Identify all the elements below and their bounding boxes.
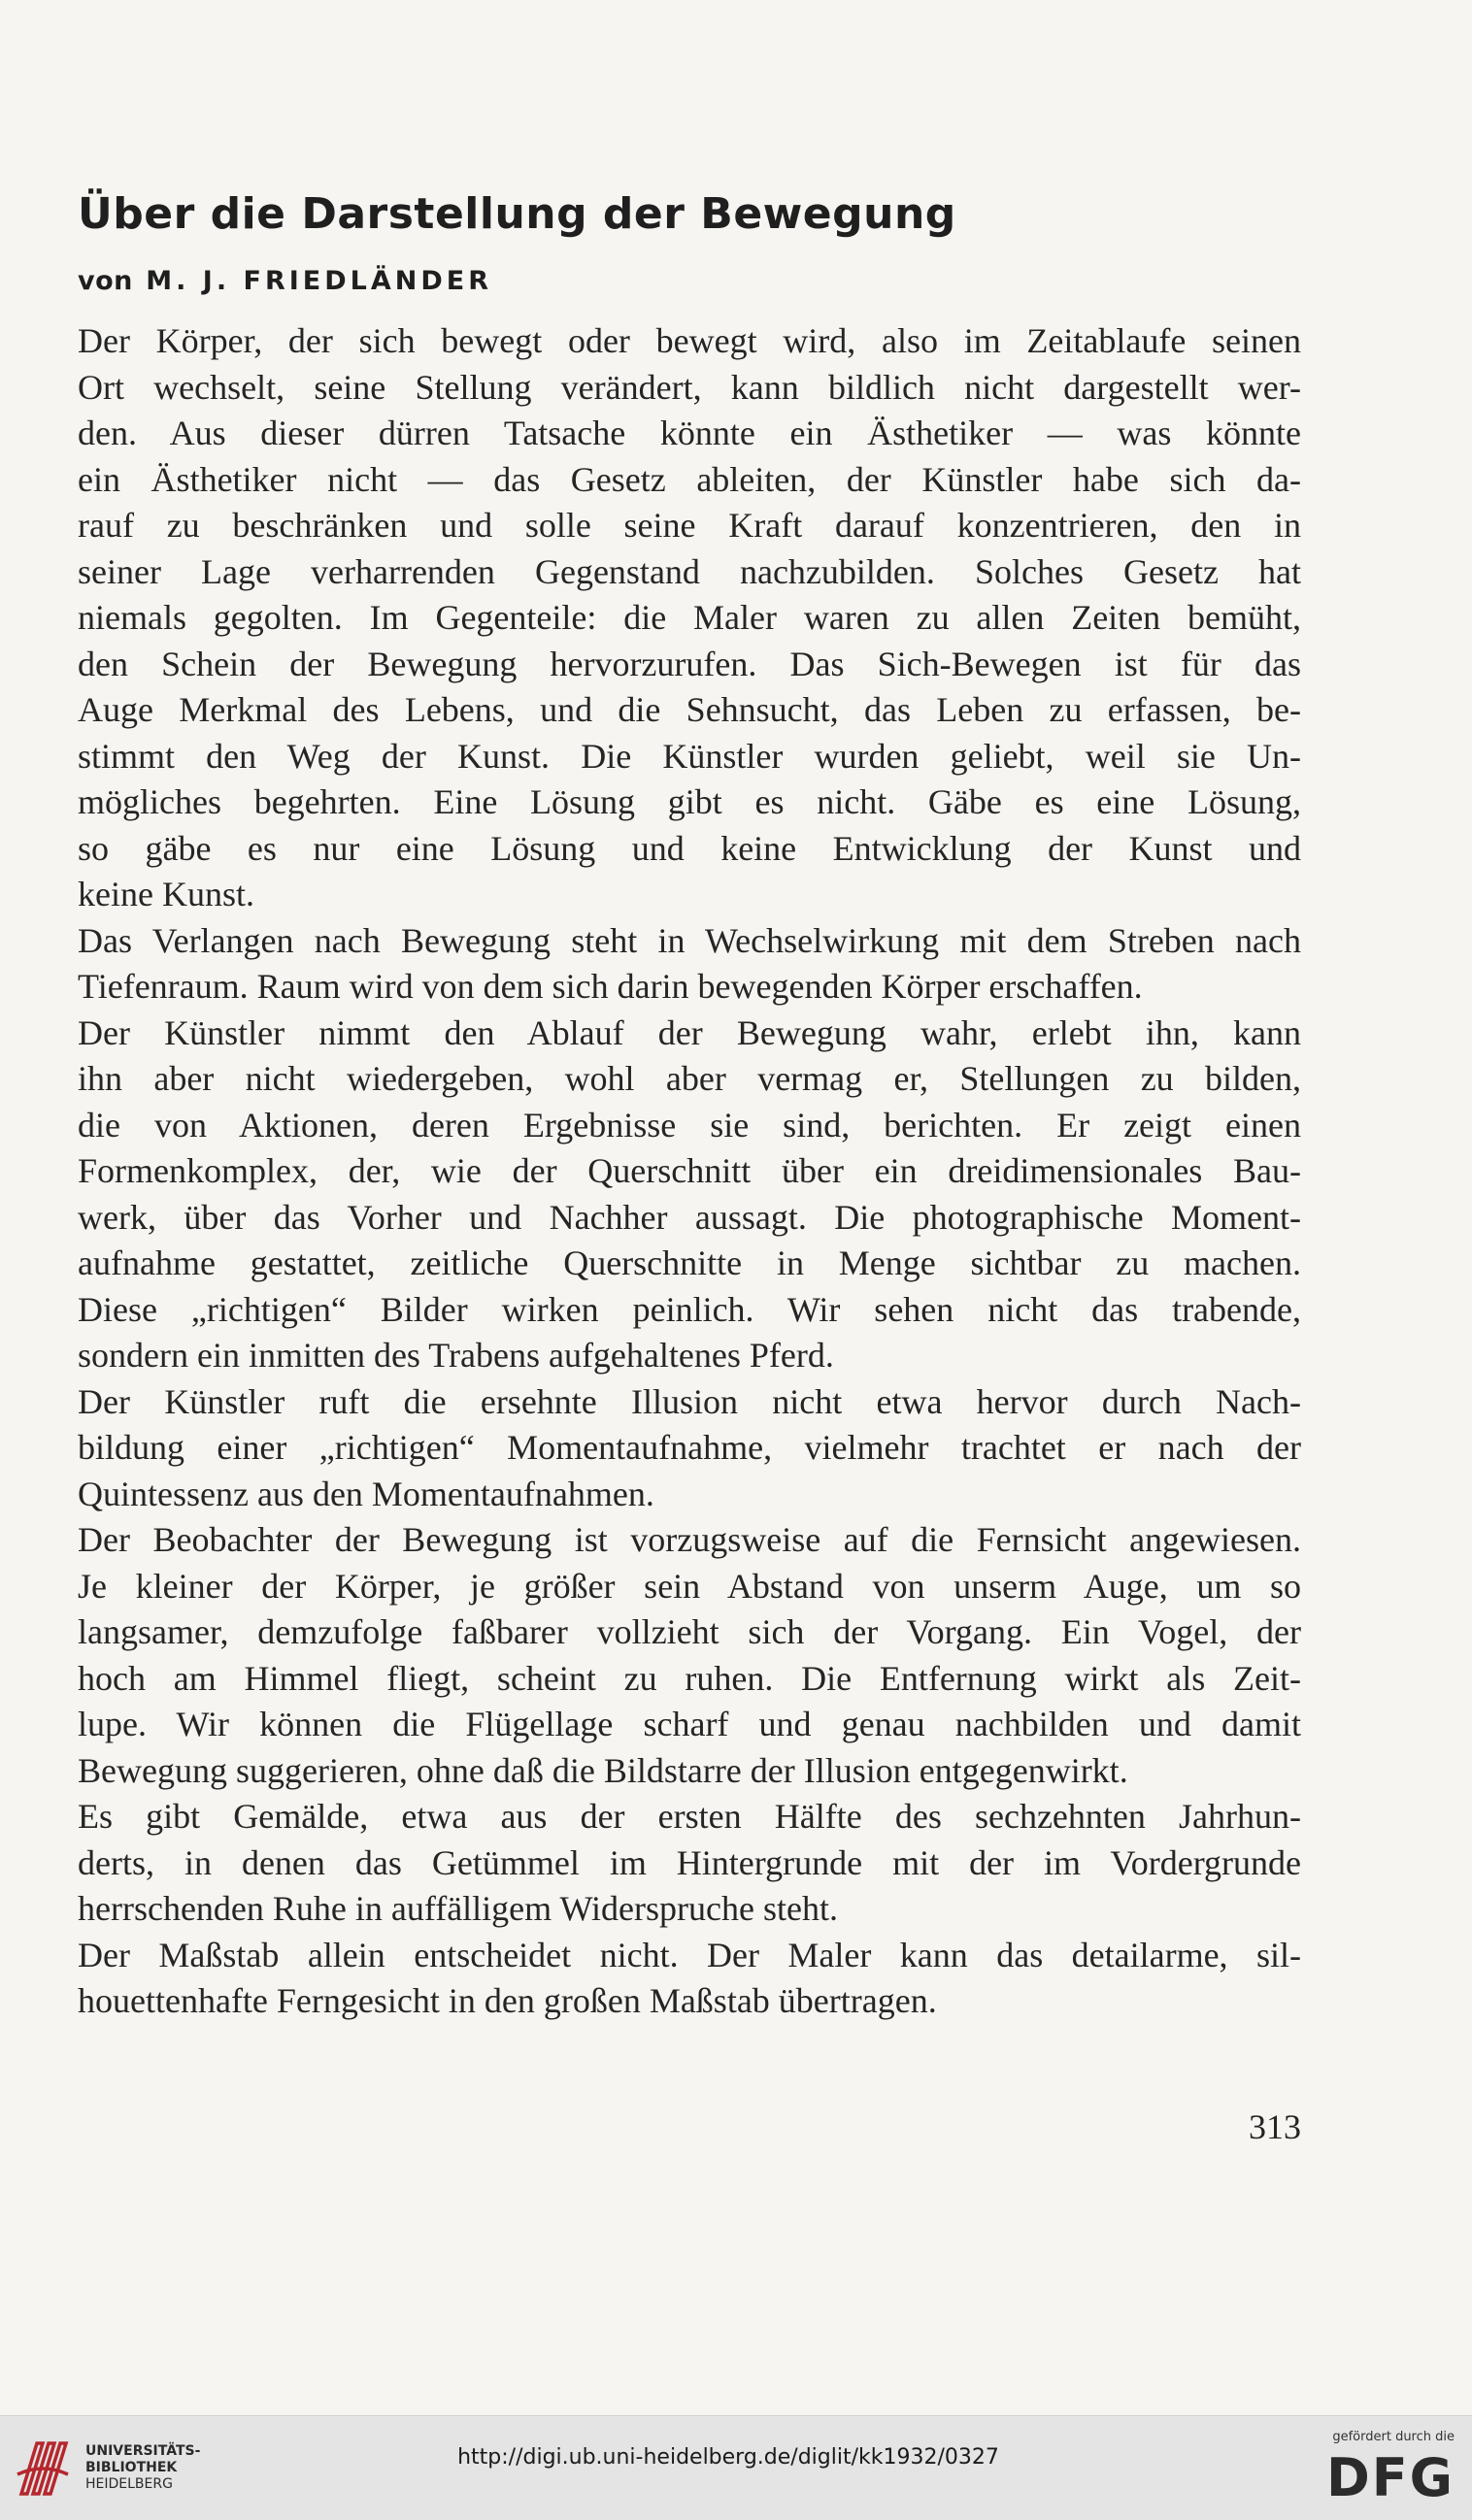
- text-line: Der Beobachter der Bewegung ist vorzugsweise auf die Fernsicht angewiesen.: [78, 1520, 1301, 1559]
- permalink-url[interactable]: http://digi.ub.uni-heidelberg.de/diglit/kk1932/0327: [457, 2445, 999, 2470]
- paragraph: [78, 318, 1301, 918]
- text-line: Der Maßstab allein entscheidet nicht. Der Maler kann das detailarme, sil-: [78, 1935, 1301, 1974]
- paragraph: [78, 1011, 1301, 1379]
- text-line: derts, in denen das Getümmel im Hintergrunde mit der im Vordergrunde: [78, 1842, 1301, 1882]
- text-line: Der Körper, der sich bewegt oder bewegt wird, also im Zeitablaufe seinen: [78, 321, 1301, 360]
- library-name: [85, 2443, 200, 2493]
- text-line: mögliches begehrten. Eine Lösung gibt es nicht. Gäbe es eine Lösung,: [78, 782, 1301, 821]
- article-author: [78, 266, 492, 296]
- paragraph: [78, 1379, 1301, 1518]
- library-footer: [0, 2415, 1472, 2520]
- library-name-line: BIBLIOTHEK: [85, 2460, 178, 2475]
- text-line: hoch am Himmel fliegt, scheint zu ruhen. Die Entfernung wirkt als Zeit-: [78, 1658, 1301, 1698]
- text-line: Der Künstler ruft die ersehnte Illusion nicht etwa hervor durch Nach-: [78, 1381, 1301, 1421]
- text-line: sondern ein inmitten des Trabens aufgehaltenes Pferd.: [78, 1336, 834, 1375]
- university-library-logo-icon: [14, 2436, 72, 2500]
- text-line: aufnahme gestattet, zeitliche Querschnitte in Menge sichtbar zu machen.: [78, 1243, 1301, 1282]
- text-line: Das Verlangen nach Bewegung steht in Wechselwirkung mit dem Streben nach: [78, 920, 1301, 960]
- sponsor-note: gefördert durch die: [1332, 2430, 1455, 2444]
- page-number: 313: [1249, 2107, 1301, 2146]
- paragraph: [78, 1933, 1301, 2025]
- library-name-line: UNIVERSITÄTS-: [85, 2443, 201, 2459]
- text-line: ihn aber nicht wiedergeben, wohl aber vermag er, Stellungen zu bilden,: [78, 1059, 1301, 1098]
- text-line: so gäbe es nur eine Lösung und keine Entwicklung der Kunst und: [78, 828, 1301, 868]
- text-line: Diese „richtigen“ Bilder wirken peinlich. Wir sehen nicht das trabende,: [78, 1289, 1301, 1329]
- text-line: stimmt den Weg der Kunst. Die Künstler wurden geliebt, weil sie Un-: [78, 736, 1301, 776]
- text-line: Formenkomplex, der, wie der Querschnitt über ein dreidimensionales Bau-: [78, 1151, 1301, 1190]
- text-line: herrschenden Ruhe in auffälligem Widerspruche steht.: [78, 1889, 838, 1928]
- text-line: keine Kunst.: [78, 875, 254, 913]
- text-line: houettenhafte Ferngesicht in den großen Maßstab übertragen.: [78, 1981, 937, 2020]
- paragraph: [78, 918, 1301, 1011]
- text-line: den. Aus dieser dürren Tatsache könnte ein Ästhetiker — was könnte: [78, 414, 1301, 452]
- text-line: seiner Lage verharrenden Gegenstand nachzubilden. Solches Gesetz hat: [78, 551, 1301, 591]
- text-line: bildung einer „richtigen“ Momentaufnahme, vielmehr trachtet er nach der: [78, 1428, 1301, 1467]
- library-name-line: HEIDELBERG: [85, 2476, 173, 2492]
- paragraph: [78, 1794, 1301, 1933]
- dfg-logo: DFG: [1325, 2447, 1455, 2508]
- paragraph: [78, 1517, 1301, 1794]
- text-line: ein Ästhetiker nicht — das Gesetz ableiten, der Künstler habe sich da-: [78, 459, 1301, 499]
- text-line: langsamer, demzufolge faßbarer vollzieht sich der Vorgang. Ein Vogel, der: [78, 1612, 1301, 1651]
- article-title: Über die Darstellung der Bewegung: [78, 189, 956, 239]
- text-line: Auge Merkmal des Lebens, und die Sehnsucht, das Leben zu erfassen, be-: [78, 690, 1301, 729]
- text-line: lupe. Wir können die Flügellage scharf und genau nachbilden und damit: [78, 1705, 1301, 1743]
- author-name: M. J. FRIEDLÄNDER: [146, 266, 492, 296]
- text-line: rauf zu beschränken und solle seine Kraft darauf konzentrieren, den in: [78, 506, 1301, 545]
- text-line: Ort wechselt, seine Stellung verändert, kann bildlich nicht dargestellt wer-: [78, 367, 1301, 407]
- author-prefix: von: [78, 266, 133, 296]
- text-line: niemals gegolten. Im Gegenteile: die Maler waren zu allen Zeiten bemüht,: [78, 598, 1301, 637]
- article-body: [78, 318, 1301, 2025]
- text-line: Es gibt Gemälde, etwa aus der ersten Hälfte des sechzehnten Jahrhun-: [78, 1797, 1301, 1836]
- text-line: Tiefenraum. Raum wird von dem sich darin bewegenden Körper erschaffen.: [78, 967, 1143, 1006]
- text-line: Bewegung suggerieren, ohne daß die Bildstarre der Illusion entgegenwirkt.: [78, 1750, 1128, 1790]
- text-line: den Schein der Bewegung hervorzurufen. Das Sich-Bewegen ist für das: [78, 644, 1301, 683]
- text-line: Quintessenz aus den Momentaufnahmen.: [78, 1474, 654, 1513]
- text-line: Der Künstler nimmt den Ablauf der Bewegung wahr, erlebt ihn, kann: [78, 1012, 1301, 1052]
- text-line: Je kleiner der Körper, je größer sein Abstand von unserm Auge, um so: [78, 1566, 1301, 1606]
- text-line: werk, über das Vorher und Nachher aussagt. Die photographische Moment-: [78, 1197, 1301, 1237]
- text-line: die von Aktionen, deren Ergebnisse sie sind, berichten. Er zeigt einen: [78, 1105, 1301, 1144]
